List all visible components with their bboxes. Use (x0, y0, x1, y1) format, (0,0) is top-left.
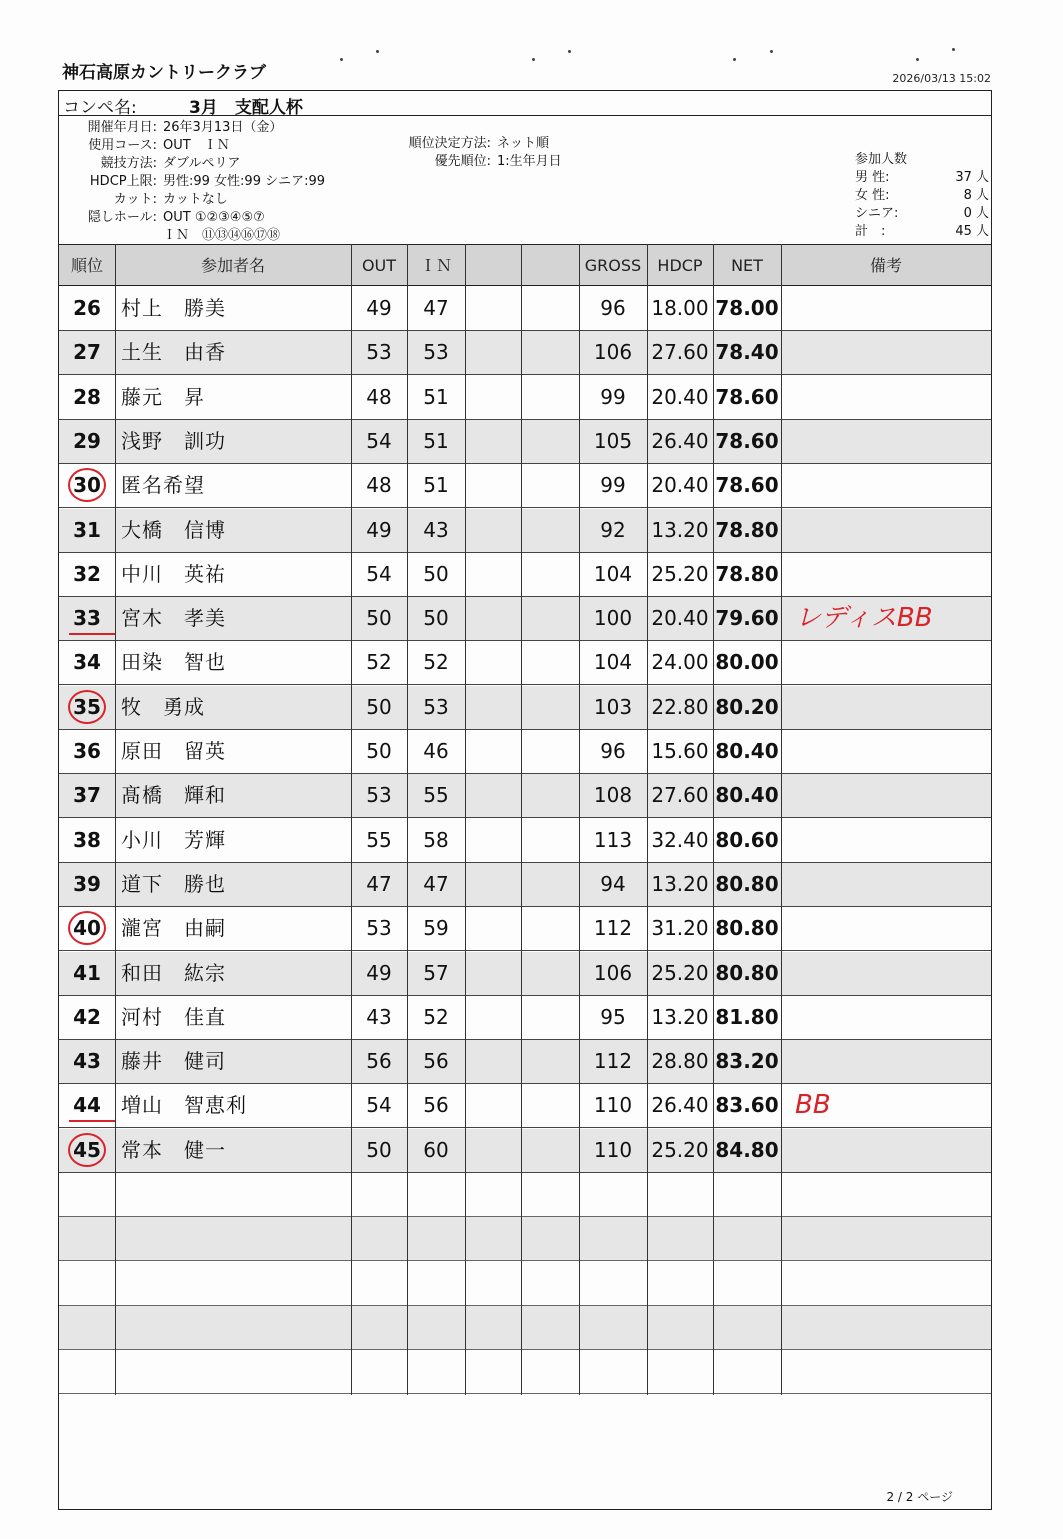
gross-cell: 96 (600, 739, 626, 763)
note-cell (795, 420, 985, 463)
empty-row (59, 1262, 991, 1306)
event-info-value: 26年3月13日（金） (163, 120, 283, 135)
header-hdcp: HDCP (657, 256, 703, 275)
competition-row (59, 91, 991, 116)
rank-cell: 44 (73, 1093, 101, 1118)
table-row (59, 287, 991, 331)
red-underline-mark (69, 633, 115, 635)
scan-dot (340, 58, 343, 61)
hdcp-cell: 18.00 (651, 296, 709, 320)
red-circle-mark (68, 468, 106, 502)
ranking-info-value: 1:生年月日 (497, 154, 562, 169)
scan-dot (568, 50, 571, 53)
hdcp-cell: 27.60 (651, 340, 709, 365)
table-row (59, 907, 991, 951)
rank-cell: 39 (73, 871, 101, 896)
competition-label: コンペ名: (63, 98, 137, 118)
event-info-line (59, 209, 389, 227)
rank-cell: 38 (73, 827, 101, 852)
out-cell: 50 (366, 739, 392, 763)
hdcp-cell: 25.20 (651, 561, 709, 586)
out-cell: 54 (366, 1093, 392, 1118)
in-cell: 59 (423, 916, 449, 941)
out-cell: 50 (366, 606, 392, 631)
rank-cell: 27 (73, 340, 101, 365)
rank-cell: 26 (73, 296, 101, 320)
out-cell: 43 (366, 1004, 392, 1029)
hdcp-cell: 26.40 (651, 1093, 709, 1118)
hdcp-cell: 24.00 (651, 650, 709, 675)
in-cell: 51 (423, 428, 449, 453)
out-cell: 56 (366, 1049, 392, 1074)
participant-count-value: 8 人 (963, 188, 989, 203)
net-cell: 80.00 (715, 650, 779, 675)
table-row (59, 952, 991, 996)
ranking-info-line (395, 153, 655, 171)
note-cell (795, 952, 985, 995)
participant-count-row (855, 187, 989, 205)
page-number: 2 / 2 ページ (886, 1490, 953, 1504)
table-row (59, 996, 991, 1040)
gross-cell: 108 (593, 783, 633, 808)
club-name: 神石高原カントリークラブ (62, 63, 266, 83)
event-info-line (59, 155, 389, 173)
column-divider (713, 244, 714, 1395)
table-row (59, 1084, 991, 1128)
out-cell: 48 (366, 473, 392, 498)
in-cell: 43 (423, 517, 449, 542)
gross-cell: 105 (593, 428, 633, 453)
out-cell: 49 (366, 960, 392, 985)
header-rank: 順位 (70, 256, 103, 275)
in-cell: 53 (423, 694, 449, 719)
note-cell (795, 464, 985, 507)
out-cell: 53 (366, 916, 392, 941)
in-cell: 50 (423, 606, 449, 631)
gross-cell: 96 (600, 296, 626, 320)
note-cell (795, 331, 985, 374)
event-info-label: 隠しホール: (87, 210, 157, 225)
hdcp-cell: 20.40 (651, 473, 709, 498)
in-cell: 55 (423, 783, 449, 808)
table-row (59, 376, 991, 420)
gross-cell: 106 (593, 960, 633, 985)
net-cell: 83.60 (715, 1093, 779, 1118)
hdcp-cell: 20.40 (651, 606, 709, 631)
participant-count-row (855, 223, 989, 241)
gross-cell: 94 (600, 871, 626, 896)
event-info-value: OUT ①②③④⑤⑦ (163, 210, 265, 225)
net-cell: 78.60 (715, 384, 779, 409)
gross-cell: 103 (593, 694, 633, 719)
name-cell: 河村 佳直 (121, 1004, 226, 1029)
out-cell: 54 (366, 428, 392, 453)
hdcp-cell: 13.20 (651, 1004, 709, 1029)
note-cell (795, 1040, 985, 1083)
scan-dot (952, 48, 955, 51)
column-divider (115, 244, 116, 1395)
net-cell: 84.80 (715, 1137, 779, 1162)
net-cell: 80.60 (715, 827, 779, 852)
rank-cell: 28 (73, 384, 101, 409)
rank-cell: 32 (73, 561, 101, 586)
in-cell: 46 (423, 739, 449, 763)
column-divider (407, 244, 408, 1395)
gross-cell: 92 (600, 517, 626, 542)
name-cell: 道下 勝也 (121, 871, 226, 896)
event-info-value: 男性:99 女性:99 シニア:99 (163, 174, 326, 189)
name-cell: 大橋 信博 (121, 517, 226, 542)
rank-cell: 30 (73, 473, 101, 498)
rank-cell: 43 (73, 1049, 101, 1074)
scan-dot (532, 58, 535, 61)
name-cell: 藤元 昇 (121, 384, 205, 409)
name-cell: 和田 紘宗 (121, 960, 226, 985)
table-row (59, 331, 991, 375)
table-row (59, 1040, 991, 1084)
event-info-label: 使用コース: (88, 138, 157, 153)
participant-count-value: 0 人 (963, 206, 989, 221)
ranking-info-value: ネット順 (497, 136, 550, 151)
header-note: 備考 (869, 256, 902, 275)
in-cell: 60 (423, 1137, 449, 1162)
rank-cell: 42 (73, 1004, 101, 1029)
hdcp-cell: 13.20 (651, 517, 709, 542)
in-cell: 53 (423, 340, 449, 365)
gross-cell: 106 (593, 340, 633, 365)
note-cell (795, 863, 985, 906)
name-cell: 中川 英祐 (121, 561, 226, 586)
net-cell: 80.80 (715, 916, 779, 941)
out-cell: 53 (366, 340, 392, 365)
header-in: ＩＮ (419, 256, 452, 275)
note-cell (795, 641, 985, 684)
rank-cell: 34 (73, 650, 101, 675)
in-cell: 56 (423, 1093, 449, 1118)
red-circle-mark (68, 1133, 106, 1167)
scan-dot (770, 50, 773, 53)
name-cell: 牧 勇成 (121, 694, 205, 719)
out-cell: 55 (366, 827, 392, 852)
name-cell: 藤井 健司 (121, 1049, 226, 1074)
note-cell (795, 819, 985, 862)
net-cell: 80.40 (715, 739, 779, 763)
name-cell: 髙橋 輝和 (121, 783, 226, 808)
out-cell: 49 (366, 296, 392, 320)
in-cell: 57 (423, 960, 449, 985)
in-cell: 47 (423, 296, 449, 320)
event-info-label: HDCP上限: (89, 174, 157, 189)
table-row (59, 863, 991, 907)
note-cell (795, 509, 985, 552)
participant-count-label: 計 : (855, 224, 886, 239)
table-row (59, 420, 991, 464)
participant-count-label: シニア: (855, 206, 899, 221)
note-cell (795, 287, 985, 330)
gross-cell: 104 (593, 650, 633, 675)
ranking-info-line (395, 135, 655, 153)
net-cell: 81.80 (715, 1004, 779, 1029)
gross-cell: 100 (593, 606, 633, 631)
competition-name: 3月 支配人杯 (189, 98, 303, 118)
note-cell (795, 996, 985, 1039)
table-row (59, 1129, 991, 1173)
name-cell: 瀧宮 由嗣 (121, 916, 226, 941)
net-cell: 83.20 (715, 1049, 779, 1074)
event-info-value: ダブルペリア (163, 156, 241, 171)
name-cell: 村上 勝美 (121, 296, 226, 320)
out-cell: 54 (366, 561, 392, 586)
ranking-info (395, 135, 655, 171)
note-cell (795, 553, 985, 596)
net-cell: 80.40 (715, 783, 779, 808)
participant-count-row (855, 205, 989, 223)
in-cell: 47 (423, 871, 449, 896)
out-cell: 49 (366, 517, 392, 542)
name-cell: 常本 健一 (121, 1137, 226, 1162)
name-cell: 小川 芳輝 (121, 827, 226, 852)
column-divider (647, 244, 648, 1395)
scan-dot (376, 50, 379, 53)
column-divider (579, 244, 580, 1395)
gross-cell: 95 (600, 1004, 626, 1029)
note-cell (795, 774, 985, 817)
gross-cell: 113 (593, 827, 633, 852)
net-cell: 78.00 (715, 296, 779, 320)
name-cell: 田染 智也 (121, 650, 226, 675)
ranking-info-label: 順位決定方法: (408, 136, 491, 151)
empty-row (59, 1173, 991, 1217)
net-cell: 78.80 (715, 517, 779, 542)
in-cell: 51 (423, 384, 449, 409)
gross-cell: 110 (593, 1093, 633, 1118)
hdcp-cell: 28.80 (651, 1049, 709, 1074)
column-divider (465, 244, 466, 1395)
net-cell: 78.80 (715, 561, 779, 586)
hdcp-cell: 27.60 (651, 783, 709, 808)
in-cell: 50 (423, 561, 449, 586)
hdcp-cell: 15.60 (651, 739, 709, 763)
event-info-label: 競技方法: (100, 156, 157, 171)
ranking-info-label: 優先順位: (434, 154, 491, 169)
in-cell: 58 (423, 827, 449, 852)
empty-row (59, 1350, 991, 1394)
participant-counts-title: 参加人数 (855, 152, 908, 167)
participant-count-row (855, 169, 989, 187)
column-divider (351, 244, 352, 1395)
red-underline-mark (69, 1120, 115, 1122)
gross-cell: 110 (593, 1137, 633, 1162)
hdcp-cell: 31.20 (651, 916, 709, 941)
hdcp-cell: 22.80 (651, 694, 709, 719)
event-info-label: 開催年月日: (87, 120, 157, 135)
empty-row (59, 1217, 991, 1261)
gross-cell: 99 (600, 384, 626, 409)
red-circle-mark (68, 911, 106, 945)
hdcp-cell: 26.40 (651, 428, 709, 453)
out-cell: 48 (366, 384, 392, 409)
note-cell (795, 686, 985, 729)
hdcp-cell: 13.20 (651, 871, 709, 896)
rank-cell: 41 (73, 960, 101, 985)
result-sheet (58, 90, 992, 1510)
rank-cell: 36 (73, 739, 101, 763)
table-row (59, 730, 991, 774)
gross-cell: 104 (593, 561, 633, 586)
header-net: NET (731, 256, 763, 275)
event-info-value: カットなし (163, 192, 228, 207)
net-cell: 78.40 (715, 340, 779, 365)
rank-cell: 29 (73, 428, 101, 453)
in-cell: 52 (423, 650, 449, 675)
table-row (59, 774, 991, 818)
name-cell: 土生 由香 (121, 340, 226, 365)
in-cell: 51 (423, 473, 449, 498)
table-header (59, 244, 991, 286)
table-row (59, 686, 991, 730)
event-info-line (59, 137, 389, 155)
printed-timestamp: 2026/03/13 15:02 (892, 72, 991, 85)
net-cell: 78.60 (715, 473, 779, 498)
name-cell: 原田 留英 (121, 739, 226, 763)
rank-cell: 31 (73, 517, 101, 542)
name-cell: 宮木 孝美 (121, 606, 226, 631)
out-cell: 47 (366, 871, 392, 896)
gross-cell: 112 (593, 1049, 633, 1074)
table-row (59, 509, 991, 553)
event-info-value: ＩＮ ⑪⑬⑭⑯⑰⑱ (163, 228, 281, 243)
table-row (59, 597, 991, 641)
out-cell: 53 (366, 783, 392, 808)
table-row (59, 819, 991, 863)
note-cell (795, 907, 985, 950)
note-cell (795, 376, 985, 419)
event-info-line (59, 119, 389, 137)
net-cell: 80.20 (715, 694, 779, 719)
event-info (59, 119, 389, 245)
rank-cell: 33 (73, 606, 101, 631)
table-row (59, 553, 991, 597)
table-row (59, 641, 991, 685)
red-circle-mark (68, 690, 106, 724)
participant-count-value: 37 人 (955, 170, 989, 185)
gross-cell: 99 (600, 473, 626, 498)
participant-count-label: 男 性: (855, 170, 890, 185)
in-cell: 52 (423, 1004, 449, 1029)
net-cell: 80.80 (715, 871, 779, 896)
scan-dot (733, 58, 736, 61)
column-divider (521, 244, 522, 1395)
table-row (59, 464, 991, 508)
empty-row (59, 1306, 991, 1350)
gross-cell: 112 (593, 916, 633, 941)
hdcp-cell: 25.20 (651, 960, 709, 985)
in-cell: 56 (423, 1049, 449, 1074)
participant-count-value: 45 人 (955, 224, 989, 239)
note-cell: BB (795, 1090, 831, 1121)
net-cell: 78.60 (715, 428, 779, 453)
scan-dot (916, 58, 919, 61)
name-cell: 増山 智恵利 (121, 1093, 247, 1118)
event-info-line (59, 227, 389, 245)
header-out: OUT (361, 256, 397, 275)
event-info-label: カット: (113, 192, 157, 207)
rank-cell: 45 (73, 1137, 101, 1162)
event-info-line (59, 173, 389, 191)
hdcp-cell: 20.40 (651, 384, 709, 409)
net-cell: 79.60 (715, 606, 779, 631)
rank-cell: 35 (73, 694, 101, 719)
note-cell (795, 730, 985, 773)
header-name: 参加者名 (200, 256, 265, 275)
out-cell: 50 (366, 694, 392, 719)
participant-count-label: 女 性: (855, 188, 890, 203)
event-info-line (59, 191, 389, 209)
out-cell: 52 (366, 650, 392, 675)
rank-cell: 37 (73, 783, 101, 808)
note-cell: レディスBB (795, 603, 933, 634)
hdcp-cell: 25.20 (651, 1137, 709, 1162)
column-divider (781, 244, 782, 1395)
participant-counts (855, 151, 989, 241)
net-cell: 80.80 (715, 960, 779, 985)
note-cell (795, 1129, 985, 1172)
rank-cell: 40 (73, 916, 101, 941)
hdcp-cell: 32.40 (651, 827, 709, 852)
name-cell: 浅野 訓功 (121, 428, 226, 453)
event-info-value: OUT ＩＮ (163, 138, 230, 153)
header-gross: GROSS (584, 256, 642, 275)
name-cell: 匿名希望 (121, 473, 205, 498)
out-cell: 50 (366, 1137, 392, 1162)
